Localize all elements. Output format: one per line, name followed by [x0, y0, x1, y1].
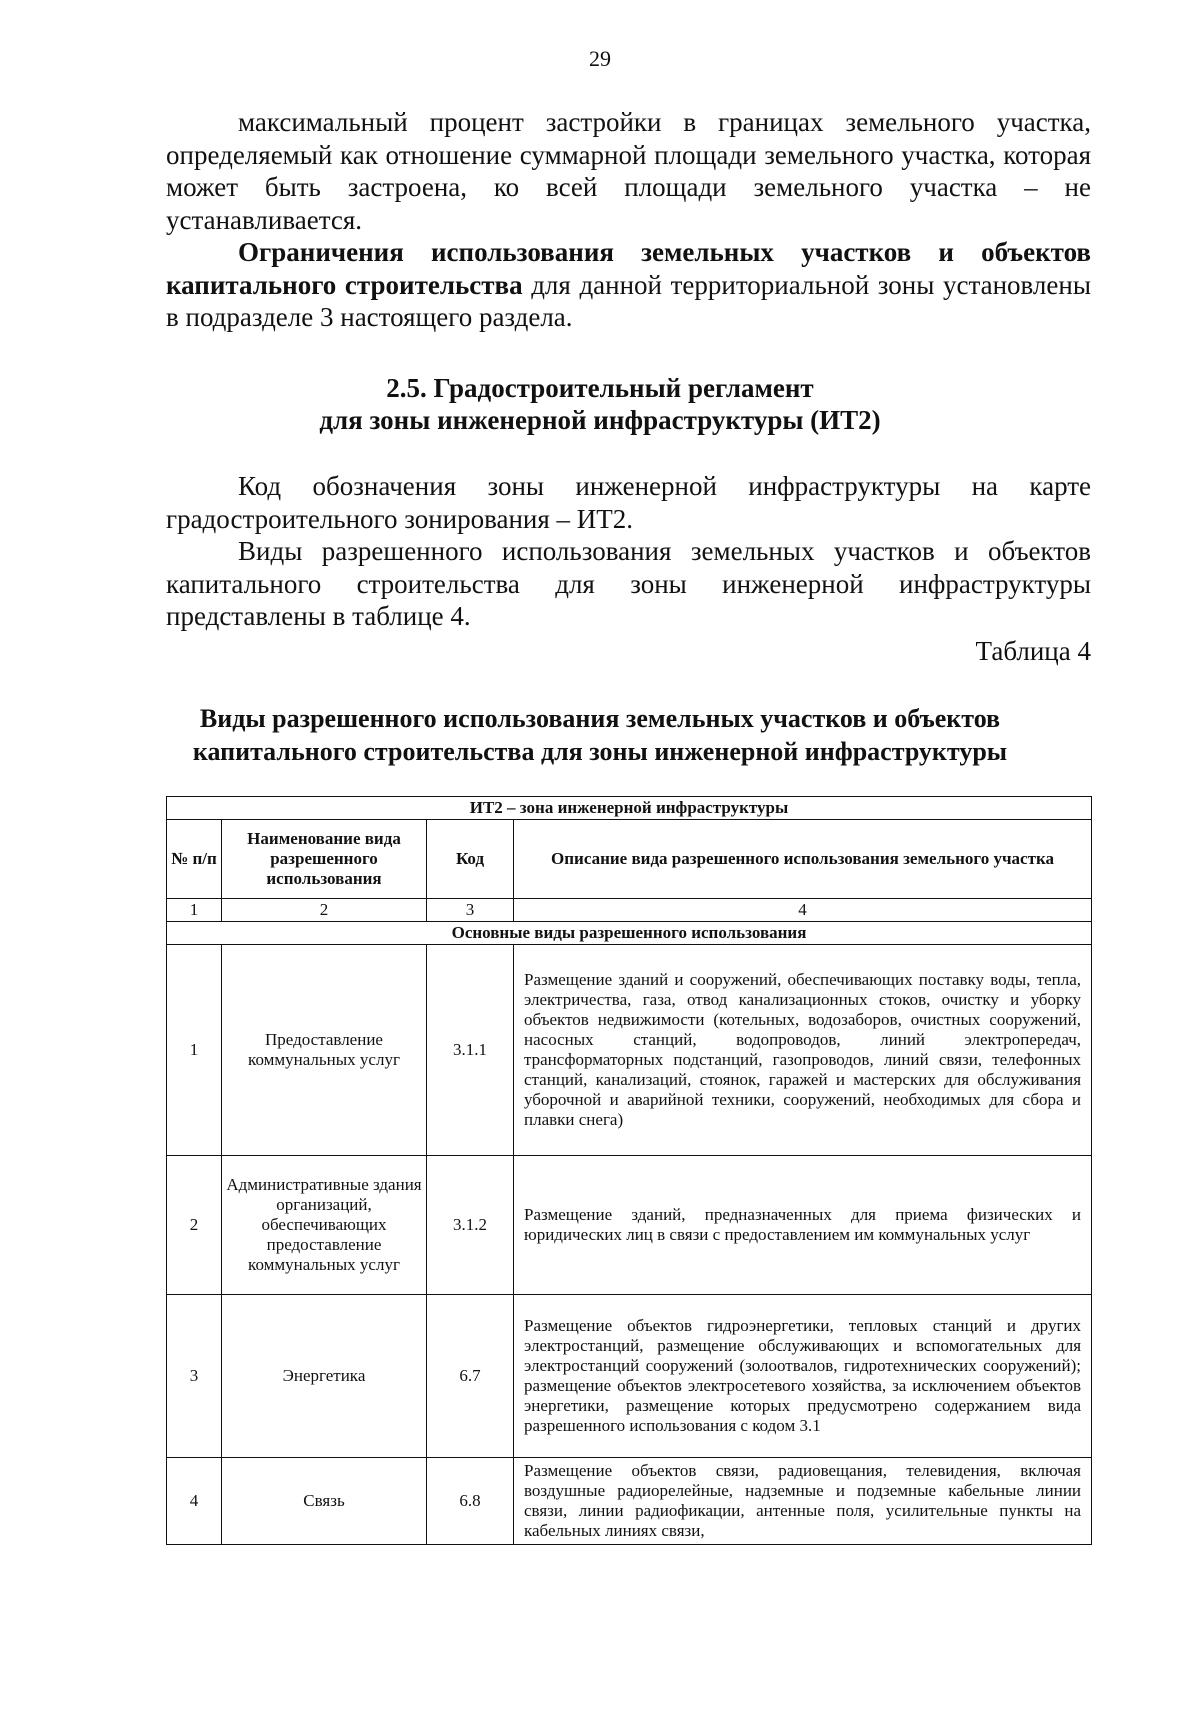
section-title-line2: для зоны инженерной инфраструктуры (ИТ2) — [319, 405, 881, 435]
row-num: 2 — [167, 1156, 222, 1295]
row-code: 3.1.1 — [427, 945, 514, 1156]
group-header-cell: Основные виды разрешенного использования — [167, 922, 1092, 945]
row-name: Административные здания организаций, обеспечивающих предоставление коммунальных услуг — [222, 1156, 427, 1295]
table-row — [167, 1295, 1092, 1458]
zone-text — [166, 470, 1091, 633]
table-title-line2: капитального строительства для зоны инженерной инфраструктуры — [192, 737, 1008, 766]
col-number-3: 3 — [427, 899, 514, 922]
row-desc: Размещение зданий и сооружений, обеспечивающих поставку воды, тепла, электричества, газа, отвод канализационных стоков, очистку и уборку объектов недвижимости (котельных, водозаборов, очистных сооружений, насосных станций, водопроводов, линий электропередач, трансформаторных подстанций, газопроводов, линий связи, телефонных станций, канализаций, стоянок, гаражей и мастерских для обслуживания уборочной и аварийной техники, сооружений, необходимых для сбора и плавки снега) — [514, 945, 1092, 1156]
table-row — [167, 1156, 1092, 1295]
intro-text — [166, 106, 1091, 334]
col-header-name: Наименование вида разрешенного использования — [222, 820, 427, 899]
paragraph-zone-code: Код обозначения зоны инженерной инфраструктуры на карте градостроительного зонирования – ИТ2. — [166, 471, 1091, 534]
row-name: Предоставление коммунальных услуг — [222, 945, 427, 1156]
col-header-num: № п/п — [167, 820, 222, 899]
col-number-1: 1 — [167, 899, 222, 922]
group-header-row — [167, 922, 1092, 945]
col-header-desc: Описание вида разрешенного использования земельного участка — [514, 820, 1092, 899]
column-header-row — [167, 820, 1092, 899]
paragraph-restrictions — [166, 236, 1091, 334]
section-title-line1: 2.5. Градостроительный регламент — [386, 373, 814, 403]
row-num: 3 — [167, 1295, 222, 1458]
row-name: Связь — [222, 1458, 427, 1545]
paragraph-zone-uses: Виды разрешенного использования земельных участков и объектов капитального строительства для зоны инженерной инфраструктуры представлены в таблице 4. — [166, 536, 1091, 631]
zone-header-cell: ИТ2 – зона инженерной инфраструктуры — [167, 797, 1092, 820]
table-title-line1: Виды разрешенного использования земельных участков и объектов — [199, 704, 1001, 733]
row-desc: Размещение объектов связи, радиовещания, телевидения, включая воздушные радиорелейные, надземные и подземные кабельные линии связи, линии радиофикации, антенные поля, усилительные пункты на кабельных линиях связи, — [514, 1458, 1092, 1545]
table-row — [167, 1458, 1092, 1545]
col-number-2: 2 — [222, 899, 427, 922]
section-title — [0, 372, 1200, 436]
table-label: Таблица 4 — [975, 636, 1091, 666]
paragraph-max-percent: максимальный процент застройки в границах земельного участка, определяемый как отношение суммарной площади земельного участка, которая может быть застроена, ко всей площади земельного участка – не устанавливается. — [166, 107, 1091, 235]
zone-header-row — [167, 797, 1092, 820]
row-desc: Размещение зданий, предназначенных для приема физических и юридических лиц в связи с предоставлением им коммунальных услуг — [514, 1156, 1092, 1295]
table-title — [0, 702, 1200, 768]
row-desc: Размещение объектов гидроэнергетики, тепловых станций и других электростанций, размещение обслуживающих и вспомогательных для электростанций сооружений (золоотвалов, гидротехнических сооружений); размещение объектов электросетевого хозяйства, за исключением объектов энергетики, размещение которых предусмотрено содержанием вида разрешенного использования с кодом 3.1 — [514, 1295, 1092, 1458]
row-num: 1 — [167, 945, 222, 1156]
col-number-4: 4 — [514, 899, 1092, 922]
row-code: 6.7 — [427, 1295, 514, 1458]
restrictions-bold-lead: Ограничения использования земельных участков и объектов капитального строительства — [166, 237, 1091, 300]
restrictions-rest: для данной территориальной зоны установлены в подразделе 3 настоящего раздела. — [166, 269, 1091, 332]
row-code: 6.8 — [427, 1458, 514, 1545]
table-row — [167, 945, 1092, 1156]
uses-table — [166, 796, 1092, 1545]
col-header-code: Код — [427, 820, 514, 899]
row-num: 4 — [167, 1458, 222, 1545]
row-code: 3.1.2 — [427, 1156, 514, 1295]
column-number-row — [167, 899, 1092, 922]
page-number: 29 — [589, 46, 611, 71]
row-name: Энергетика — [222, 1295, 427, 1458]
